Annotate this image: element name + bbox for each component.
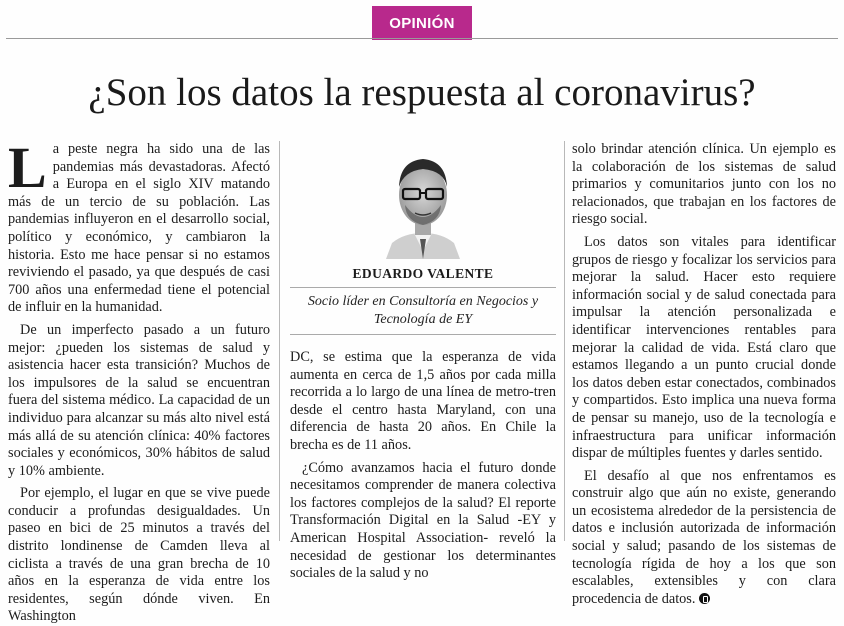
drop-cap: L: [8, 135, 47, 200]
paragraph: [572, 468, 836, 609]
column-divider: [279, 141, 280, 541]
paragraph-text: El desafío al que nos enfrentamos es construir algo que aún no existe, generando un ecosistema alrededor de la persistencia de datos e inclusión autorizada de información social y salud; pasando de los sistemas de tecnología rígida de hoy a los que son escalables, extensibles y con clara procedencia de datos.: [572, 467, 836, 607]
author-role: Socio líder en Consultoría en Negocios y Tecnología de EY: [307, 294, 539, 327]
end-mark-icon: [699, 593, 710, 604]
paragraph: [8, 135, 270, 317]
article-column-1: [8, 135, 270, 626]
article-column-3: [572, 141, 836, 608]
divider: [290, 334, 556, 335]
paragraph: DC, se estima que la esperanza de vida aumenta en cerca de 1,5 años por cada milla recorrida a lo largo de una línea de metro-tren desde el centro hasta Maryland, con una diferencia de hasta 20 años. En Chile la brecha es de 11 años.: [290, 349, 556, 453]
author-portrait: [378, 147, 468, 259]
divider: [290, 287, 556, 288]
author-name: EDUARDO VALENTE: [352, 266, 494, 281]
author-box: [290, 143, 556, 335]
paragraph: De un imperfecto pasado a un futuro mejor: ¿pueden los sistemas de salud y asistencia hacer esta transición? Muchos de los impulsores de la salud se encuentran fuera del sistema médico. La capacidad de un individuo para alcanzar su más alto nivel está más allá de su atención clínica: 40% factores sociales y económicos, 30% hábitos de salud y 10% ambiente.: [8, 321, 270, 479]
article-column-2: [290, 143, 556, 583]
paragraph: Por ejemplo, el lugar en que se vive puede conducir a profundas desigualdades. Un paseo en bici de 25 minutos a través del distrito londinense de Camden lleva al ciclista a través de una gran brecha de 10 años en la esperanza de vida entre los residentes, según dónde viven. En Washington: [8, 485, 270, 625]
paragraph-text: a peste negra ha sido una de las pandemias más devastadoras. Afectó a Europa en el siglo XIV matando más de un tercio de su población. Las pandemias influyeron en el desarrollo social, político y económico, y cambiaron la historia. Esto me hace pensar si no estamos reviviendo el pasado, ya que después de casi 700 años una enfermedad tiene el potencial de influir en la humanidad.: [8, 141, 270, 316]
paragraph: solo brindar atención clínica. Un ejemplo es la colaboración de los sistemas de salud primarios y comunitarios junto con los no relacionados, que trabajan en los factores de riesgo social.: [572, 141, 836, 228]
top-rule: [6, 38, 838, 39]
headline: ¿Son los datos la respuesta al coronavirus?: [88, 71, 756, 114]
section-tag: OPINIÓN: [372, 6, 472, 40]
paragraph: ¿Cómo avanzamos hacia el futuro donde necesitamos comprender de manera colectiva los factores complejos de la salud? El reporte Transformación Digital en la Salud -EY y American Hospital Association- reveló la necesidad de gestionar los determinantes sociales de la salud y no: [290, 459, 556, 582]
paragraph: Los datos son vitales para identificar grupos de riesgo y focalizar los servicios para mejorar la salud. Hacer esto requiere información social y de salud conectada para impulsar la atención personalizada e identificar intervenciones rentables para mejorar la calidad de vida. Está claro que estamos llegando a un punto crucial donde los datos deben estar conectados, combinados y compartidos. Esto implica una nueva forma de pensar su manejo, uso de la tecnología e infraestructura para unificar información dispar de múltiples fuentes y darles sentido.: [572, 233, 836, 462]
column-divider: [564, 141, 565, 541]
